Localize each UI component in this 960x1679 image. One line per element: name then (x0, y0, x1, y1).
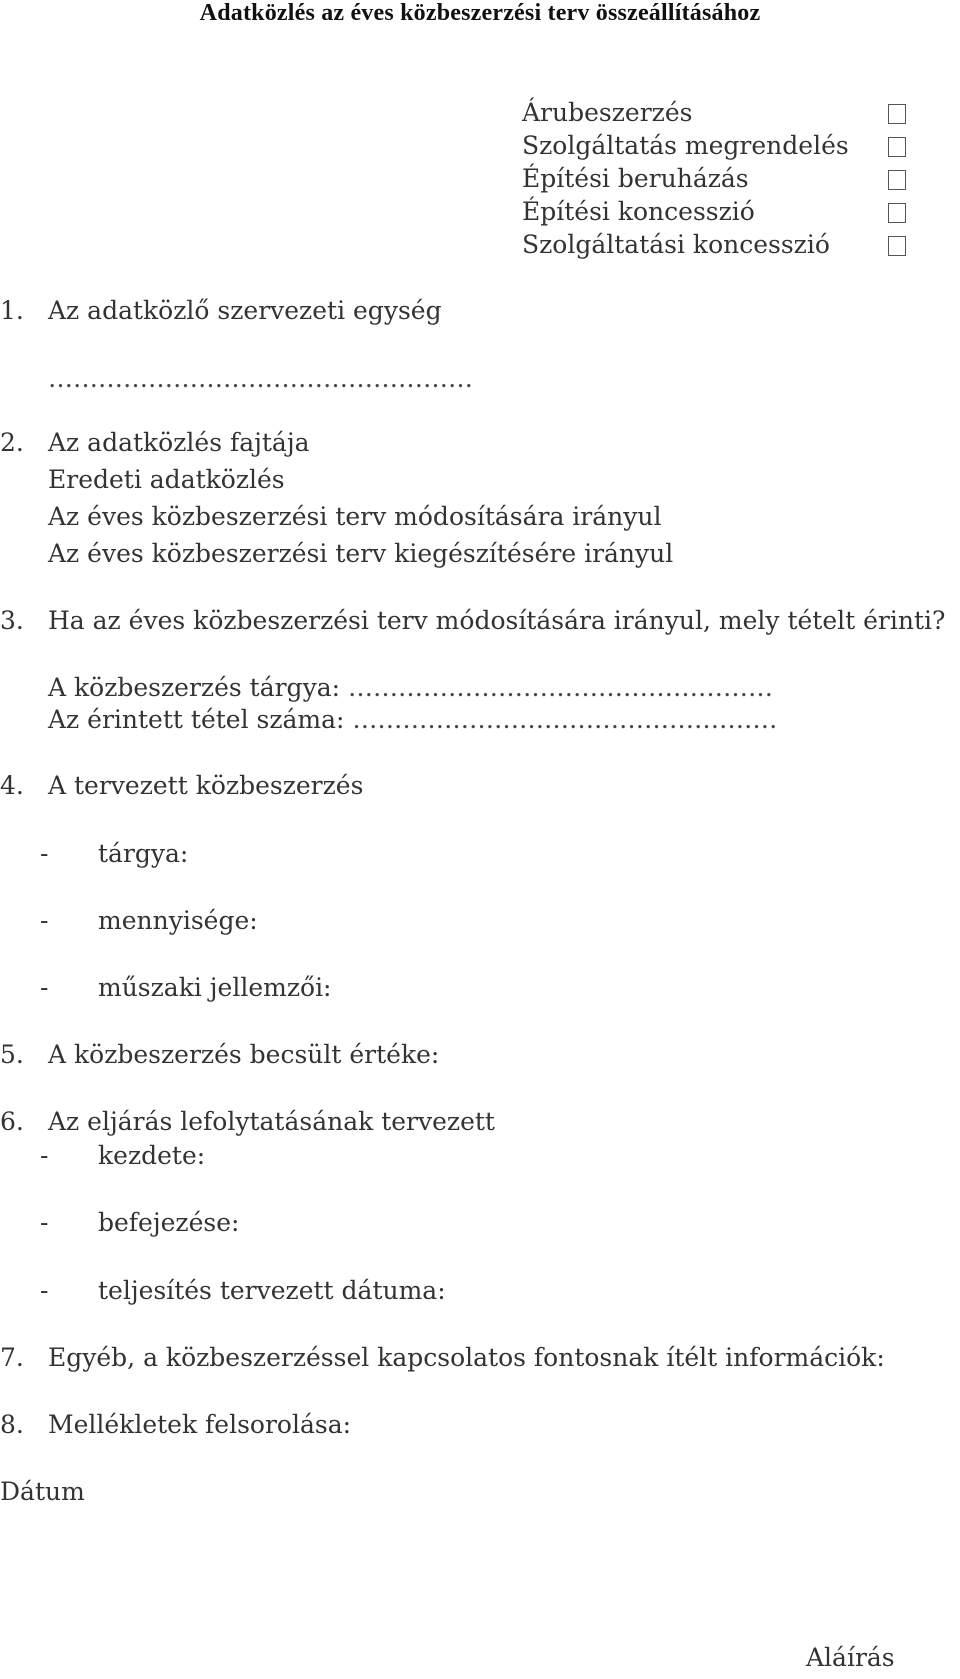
dash-bullet: - (40, 973, 49, 1002)
procurement-type-checkbox[interactable] (888, 236, 906, 256)
procurement-type-checkbox[interactable] (888, 170, 906, 190)
section-number: 5. (0, 1040, 24, 1069)
procurement-type-label: Szolgáltatási koncesszió (522, 230, 830, 259)
dash-bullet: - (40, 839, 49, 868)
schedule-item-label: kezdete: (98, 1141, 206, 1170)
section-label: Mellékletek felsorolása: (48, 1410, 352, 1439)
subject-row (48, 673, 773, 702)
subject-field[interactable]: …………………………………………… (347, 673, 773, 702)
dash-bullet: - (40, 906, 49, 935)
section-number: 3. (0, 606, 24, 635)
dash-bullet: - (40, 1141, 49, 1170)
section-4-heading (0, 771, 363, 800)
document-title: Adatközlés az éves közbeszerzési terv összeállításához (199, 0, 761, 26)
procurement-type-checkbox[interactable] (888, 137, 906, 157)
subject-label: A közbeszerzés tárgya: (48, 673, 341, 702)
procurement-type-label: Árubeszerzés (522, 98, 693, 127)
section-number: 1. (0, 296, 24, 325)
planned-item (40, 973, 331, 1002)
section-label: Az adatközlő szervezeti egység (48, 296, 442, 325)
procurement-type-item (522, 230, 912, 264)
signature-label: Aláírás (806, 1643, 895, 1672)
procurement-type-label: Szolgáltatás megrendelés (522, 131, 849, 160)
section-label: Az eljárás lefolytatásának tervezett (48, 1107, 495, 1136)
date-label: Dátum (0, 1477, 85, 1506)
section-number: 2. (0, 428, 24, 457)
section-label: Az adatközlés fajtája (48, 428, 310, 457)
section-number: 7. (0, 1343, 24, 1372)
section-label: Ha az éves közbeszerzési terv módosítására irányul, mely tételt érinti? (48, 606, 946, 635)
section-label: A tervezett közbeszerzés (48, 771, 364, 800)
item-number-label: Az érintett tétel száma: (48, 705, 345, 734)
section-number: 6. (0, 1107, 24, 1136)
data-type-option[interactable]: Az éves közbeszerzési terv kiegészítésére irányul (48, 539, 674, 568)
planned-item (40, 906, 258, 935)
procurement-type-checkbox[interactable] (888, 203, 906, 223)
planned-item-label: mennyisége: (98, 906, 258, 935)
procurement-type-item (522, 98, 912, 132)
schedule-item-label: teljesítés tervezett dátuma: (98, 1276, 446, 1305)
schedule-item-label: befejezése: (98, 1208, 240, 1237)
procurement-type-item (522, 131, 912, 165)
planned-item (40, 839, 188, 868)
procurement-type-checkbox[interactable] (888, 104, 906, 124)
schedule-item (40, 1276, 446, 1305)
schedule-item (40, 1141, 205, 1170)
procurement-type-label: Építési beruházás (522, 164, 749, 193)
procurement-type-item (522, 164, 912, 198)
procurement-type-label: Építési koncesszió (522, 197, 755, 226)
section-label: A közbeszerzés becsült értéke: (48, 1040, 440, 1069)
dash-bullet: - (40, 1276, 49, 1305)
data-type-option[interactable]: Az éves közbeszerzési terv módosítására irányul (48, 502, 662, 531)
data-type-option[interactable]: Eredeti adatközlés (48, 465, 285, 494)
section-7-heading (0, 1343, 885, 1372)
section-5-heading (0, 1040, 439, 1069)
planned-item-label: műszaki jellemzői: (98, 973, 332, 1002)
procurement-type-item (522, 197, 912, 231)
section-3-heading (0, 606, 945, 635)
section-1-heading (0, 296, 442, 325)
section-8-heading (0, 1410, 351, 1439)
section-label: Egyéb, a közbeszerzéssel kapcsolatos fontosnak ítélt információk: (48, 1343, 885, 1372)
section-2-heading (0, 428, 310, 457)
item-number-row (48, 705, 777, 734)
section-number: 8. (0, 1410, 24, 1439)
schedule-item (40, 1208, 239, 1237)
section-6-heading (0, 1107, 495, 1136)
planned-item-label: tárgya: (98, 839, 189, 868)
item-number-field[interactable]: …………………………………………… (352, 705, 778, 734)
org-unit-field[interactable]: …………………………………………… (48, 364, 473, 393)
section-number: 4. (0, 771, 24, 800)
dash-bullet: - (40, 1208, 49, 1237)
